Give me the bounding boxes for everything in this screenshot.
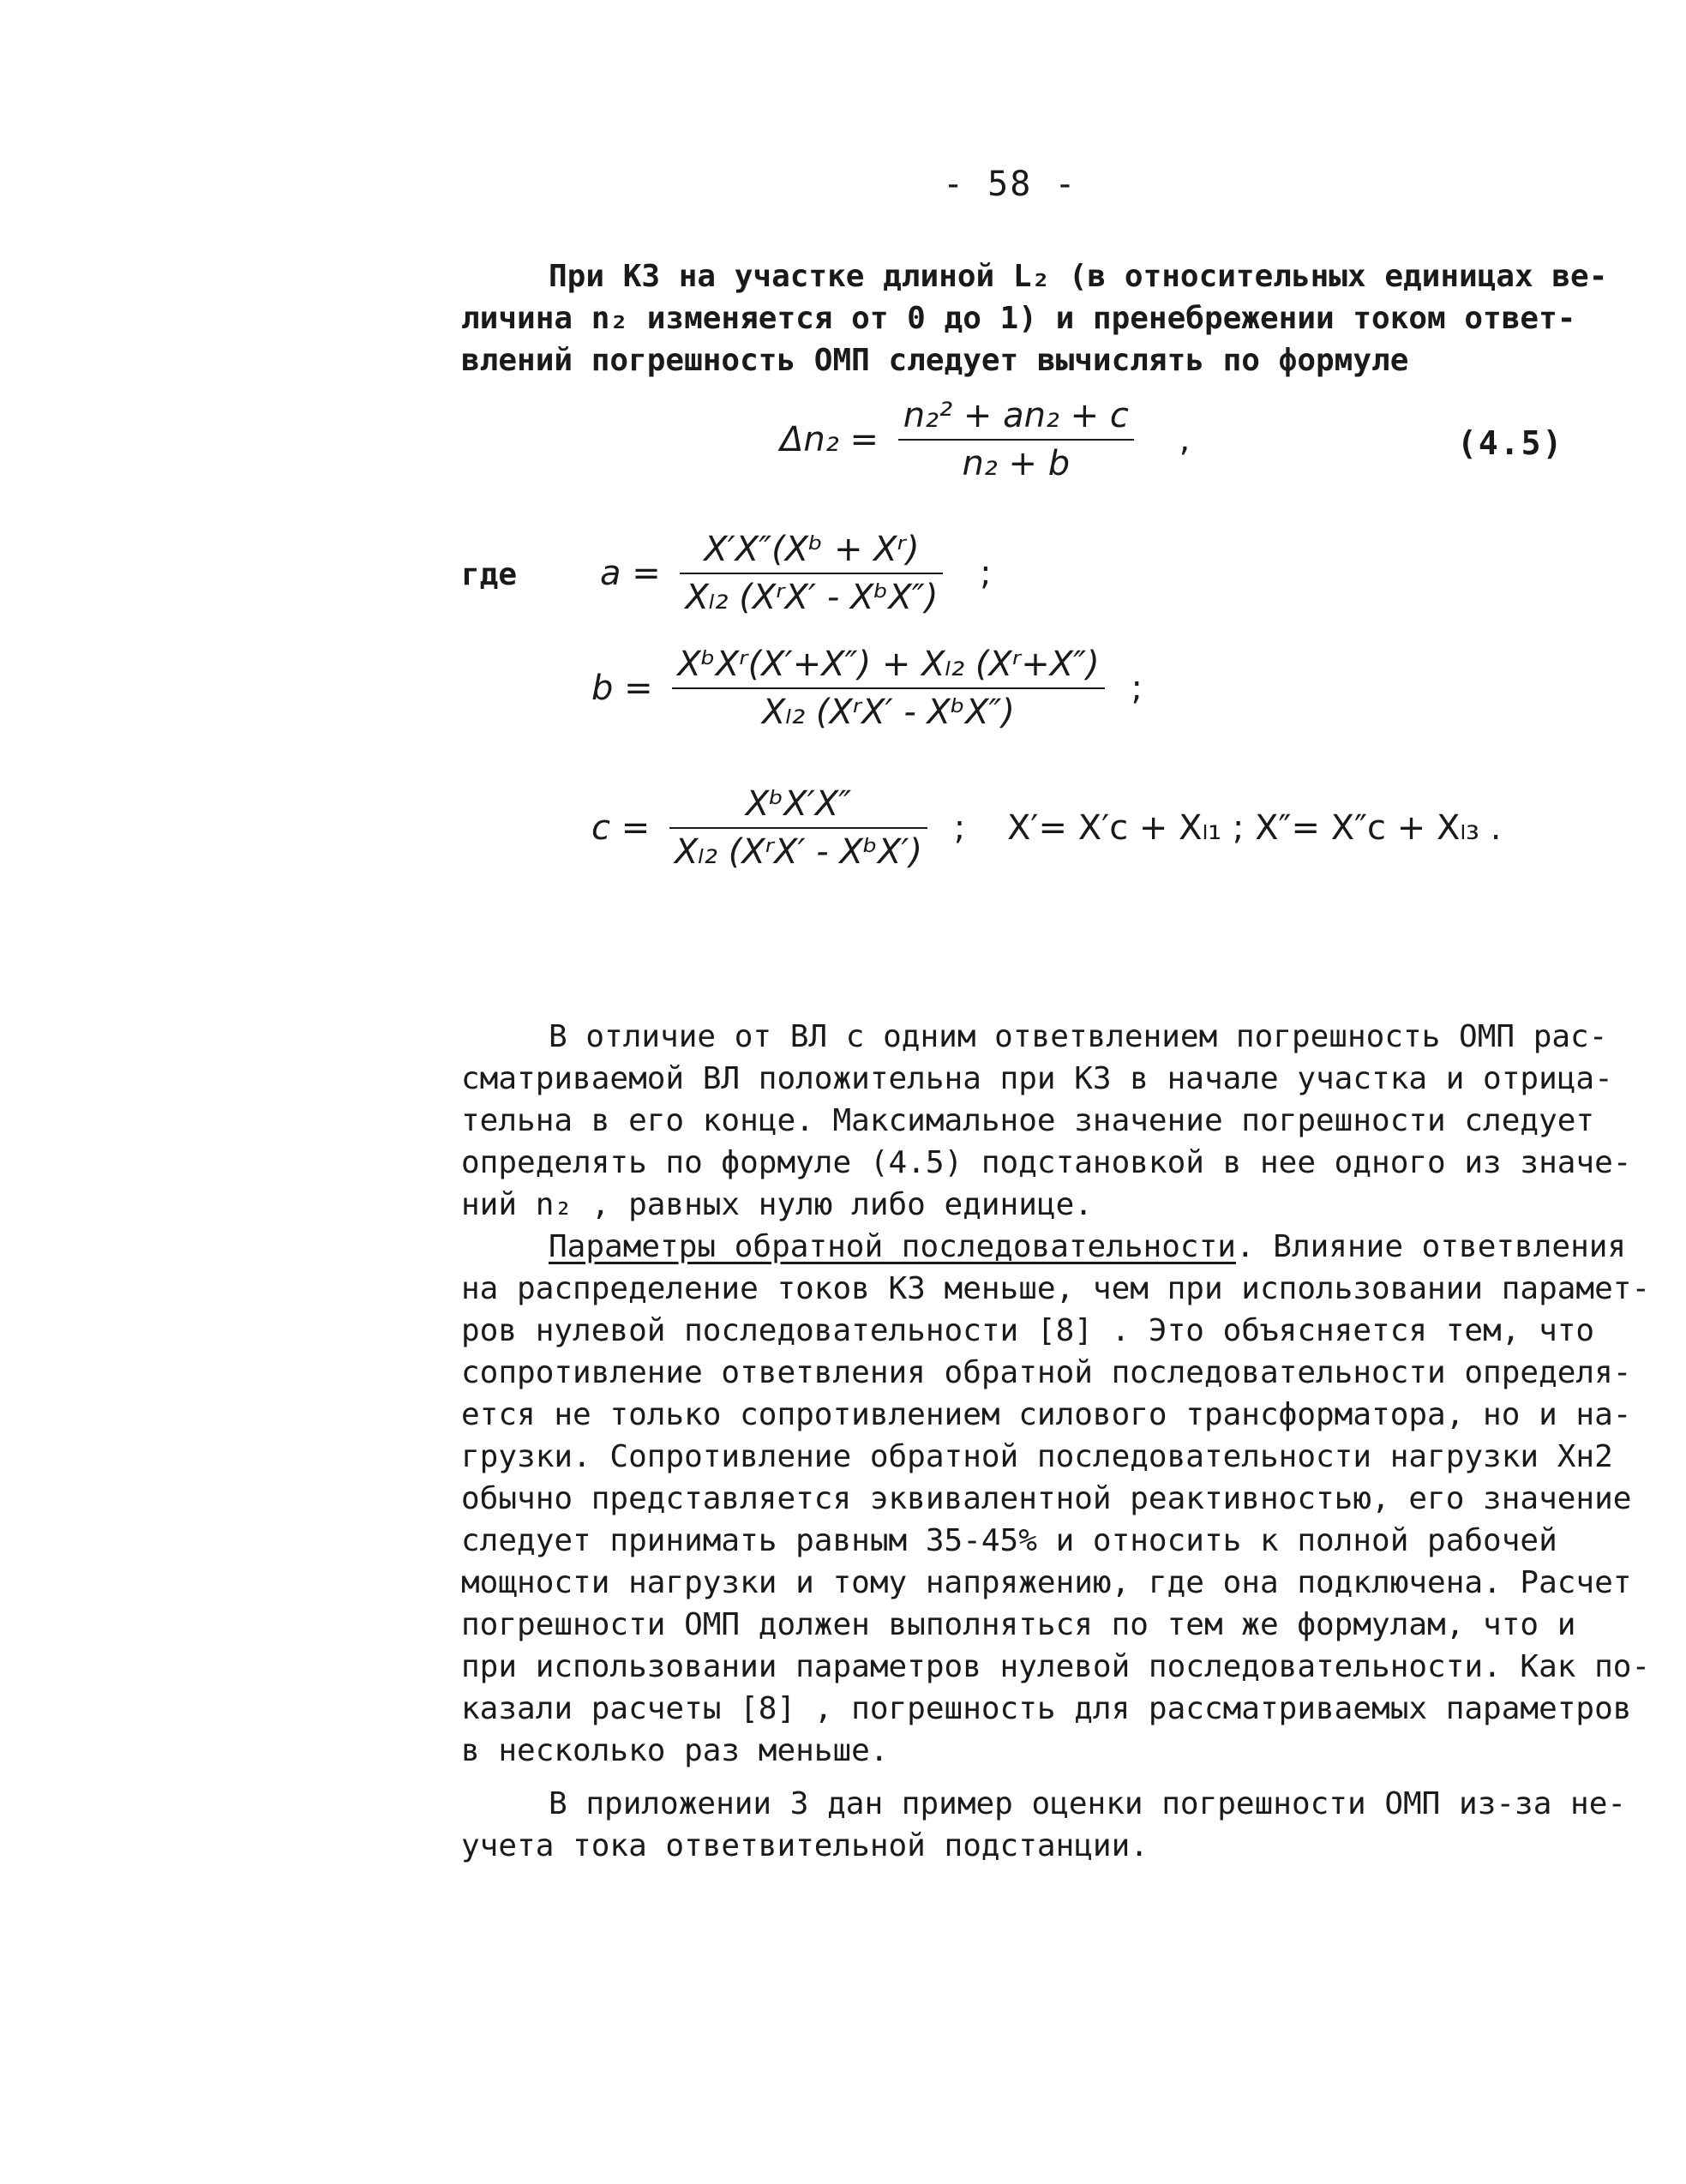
- formula-fraction: [898, 396, 1134, 483]
- formula-b-trail: ;: [1131, 669, 1143, 708]
- para1-line: личина n₂ изменяется от 0 до 1) и пренебрежении током ответ-: [461, 301, 1576, 336]
- para3-line: ется не только сопротивлением силового трансформатора, но и на-: [461, 1397, 1632, 1432]
- formula-trail: ,: [1179, 420, 1191, 459]
- equation-number: (4.5): [1457, 424, 1564, 462]
- para4-line: В приложении 3 дан пример оценки погрешности ОМП из-за не-: [549, 1786, 1627, 1821]
- para2-line: определять по формуле (4.5) подстановкой в нее одного из значе-: [461, 1145, 1632, 1180]
- para1-line: При КЗ на участке длиной L₂ (в относительных единицах ве-: [549, 259, 1608, 294]
- formula-b-lhs: b =: [591, 669, 653, 708]
- formula-a-denominator: Xₗ₂ (XʳX′ - XᵇX″): [685, 578, 939, 617]
- formula-c-trail: ;: [953, 808, 966, 848]
- formula-a: [600, 530, 992, 617]
- para3-line: грузки. Сопротивление обратной последовательности нагрузки Xн2: [461, 1439, 1613, 1474]
- section-heading: Параметры обратной последовательности: [549, 1229, 1236, 1264]
- formula-b-denominator: Xₗ₂ (XʳX′ - XᵇX″): [762, 693, 1016, 732]
- para3-line: при использовании параметров нулевой последовательности. Как по-: [461, 1649, 1651, 1684]
- para3-line: ров нулевой последовательности [8] . Это объясняется тем, что: [461, 1313, 1595, 1348]
- formula-lhs: Δn₂ =: [780, 420, 879, 459]
- para2-line: сматриваемой ВЛ положительна при КЗ в начале участка и отрица-: [461, 1061, 1613, 1096]
- para3-line: на распределение токов КЗ меньше, чем при использовании парамет-: [461, 1271, 1651, 1306]
- formula-c-denominator: Xₗ₂ (XʳX′ - XᵇX′): [674, 832, 923, 872]
- formula-numerator: n₂² + an₂ + c: [898, 396, 1134, 441]
- formula-a-trail: ;: [980, 554, 992, 593]
- formula-a-fraction: [680, 530, 943, 617]
- para3-line: обычно представляется эквивалентной реактивностью, его значение: [461, 1481, 1632, 1516]
- para3-line: в несколько раз меньше.: [461, 1733, 889, 1768]
- para3-line: казали расчеты [8] , погрешность для рассматриваемых параметров: [461, 1691, 1632, 1726]
- para3-line: следует принимать равным 35-45% и относить к полной рабочей: [461, 1523, 1557, 1558]
- para3-line: мощности нагрузки и тому напряжению, где она подключена. Расчет: [461, 1565, 1632, 1600]
- para2-line: ний n₂ , равных нулю либо единице.: [461, 1187, 1093, 1222]
- para3-line: погрешности ОМП должен выполняться по тем же формулам, что и: [461, 1607, 1576, 1642]
- formula-b-numerator: XᵇXʳ(X′+X″) + Xₗ₂ (Xʳ+X″): [672, 645, 1104, 689]
- para3-first-rest: . Влияние ответвления: [1235, 1229, 1627, 1264]
- formula-c-numerator: XᵇX′X″: [669, 784, 927, 829]
- formula-c-fraction: [669, 784, 927, 872]
- para3-line: сопротивление ответвления обратной последовательности определя-: [461, 1355, 1632, 1390]
- para2-line: тельна в его конце. Максимальное значение погрешности следует: [461, 1103, 1595, 1138]
- formula-c-extra: X′= X′c + Xₗ₁ ; X″= X″c + Xₗ₃ .: [1007, 808, 1502, 848]
- formula-b: [591, 645, 1143, 732]
- formula-b-fraction: [672, 645, 1104, 732]
- para4-line: учета тока ответвительной подстанции.: [461, 1828, 1149, 1863]
- formula-a-lhs: a =: [600, 554, 661, 593]
- para3-first-line: [549, 1226, 1626, 1269]
- formula-4-5: [780, 396, 1190, 483]
- para1-line: влений погрешность ОМП следует вычислять по формуле: [461, 343, 1409, 378]
- formula-c-lhs: c =: [591, 808, 651, 848]
- formula-c: [591, 784, 1501, 872]
- page-number: - 58 -: [943, 165, 1077, 204]
- para2-line: В отличие от ВЛ с одним ответвлением погрешность ОМП рас-: [549, 1019, 1608, 1054]
- formula-denominator: n₂ + b: [962, 444, 1071, 483]
- formula-a-numerator: X′X″(Xᵇ + Xʳ): [680, 530, 943, 574]
- where-label: где: [461, 557, 518, 592]
